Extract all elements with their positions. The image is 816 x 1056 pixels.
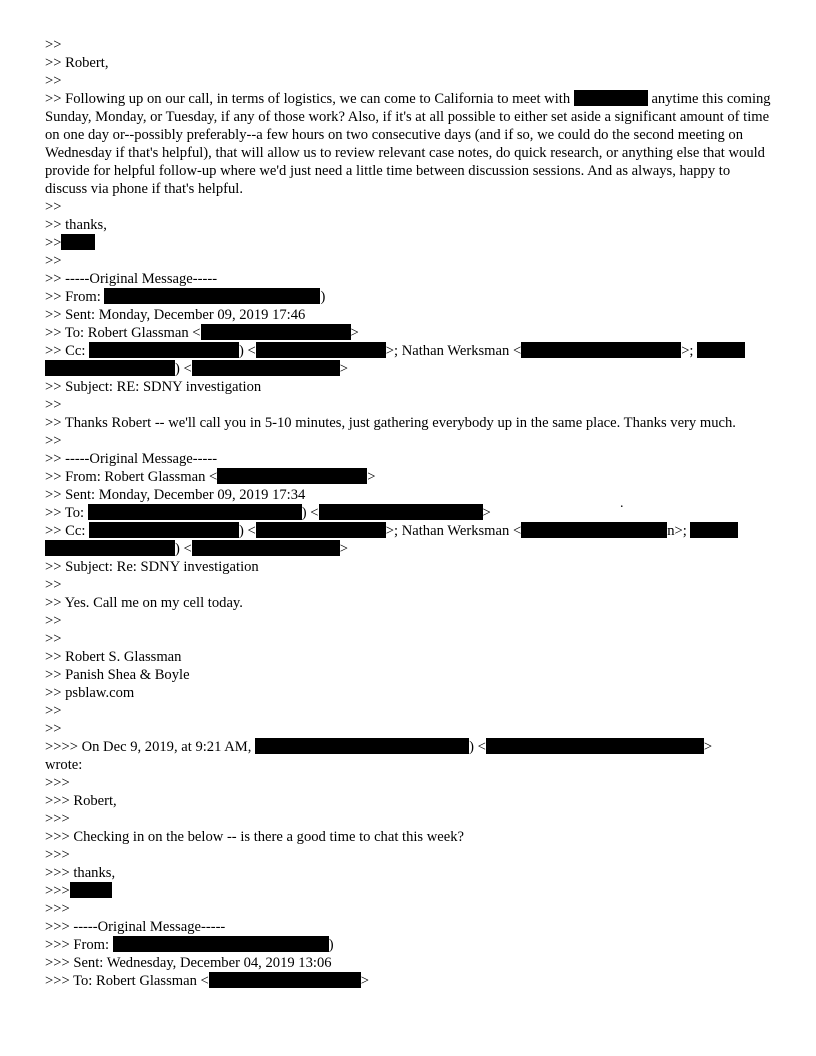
original-message-divider: >> -----Original Message----- (45, 271, 218, 287)
header-punct: ) < (239, 523, 256, 539)
redaction-block (192, 540, 340, 556)
paragraph-text-start: >> Following up on our call, in terms of logistics, we can come to California to meet with (45, 91, 571, 107)
redaction-block (521, 522, 667, 538)
signoff-line: >>> thanks, (45, 865, 116, 881)
quoted-line: >> (45, 199, 62, 215)
greeting-line: >>> Robert, (45, 793, 117, 809)
redaction-block (319, 504, 483, 520)
redaction-block (104, 288, 320, 304)
header-to (45, 504, 775, 522)
header-subject: >> Subject: Re: SDNY investigation (45, 559, 259, 575)
from-label: >> From: Robert Glassman < (45, 469, 218, 485)
original-message-divider: >>> -----Original Message----- (45, 919, 226, 935)
quoted-line: >>> (45, 847, 70, 863)
quoted-line: >>> (45, 775, 70, 791)
header-punct: ) (328, 937, 334, 953)
header-punct: > (482, 505, 491, 521)
paragraph-text-rest: anytime this coming Sunday, Monday, or Tuesday, if any of those work? Also, if it's at all possible to either set aside a significant amount of time on one day or--possibly preferably--a few hours on two consecutive days (and if so, we could do the second meeting on Wednesday if that's helpful), that will allow us to review relevant case notes, do quick research, or anything else that would provide for helpful follow-up where we'd just need a little time between discussion sessions. And as always, happy to discuss via phone if that's helpful. (45, 91, 771, 197)
redaction-block (88, 504, 302, 520)
redaction-block (89, 522, 239, 538)
body-paragraph: >> Thanks Robert -- we'll call you in 5-10 minutes, just gathering everybody up in the same place. Thanks very much. (45, 415, 736, 431)
redaction-block (256, 522, 386, 538)
quoted-line: >> (45, 703, 62, 719)
quoted-line: >> (45, 37, 62, 53)
header-from (45, 936, 775, 954)
redaction-block (256, 342, 386, 358)
body-line: >>> Checking in on the below -- is there a good time to chat this week? (45, 829, 465, 845)
header-from (45, 468, 775, 486)
redaction-block (697, 342, 745, 358)
quoted-line: >> (45, 253, 62, 269)
attribution-wrote: wrote: (45, 757, 83, 773)
redaction-block (201, 324, 351, 340)
body-paragraph (45, 90, 775, 198)
signature-website: >> psblaw.com (45, 685, 135, 701)
quoted-line: >> (45, 613, 62, 629)
greeting-line: >> Robert, (45, 55, 109, 71)
header-sent: >> Sent: Monday, December 09, 2019 17:46 (45, 307, 306, 323)
redaction-block (690, 522, 738, 538)
cc-label: >> Cc: (45, 523, 86, 539)
to-label: >> To: (45, 505, 85, 521)
header-punct: >; (681, 343, 694, 359)
header-punct: n>; (667, 523, 687, 539)
header-from (45, 288, 775, 306)
redaction-block (61, 234, 95, 250)
redaction-block (192, 360, 340, 376)
from-label: >>> From: (45, 937, 110, 953)
signoff-line: >> thanks, (45, 217, 107, 233)
signature-firm: >> Panish Shea & Boyle (45, 667, 190, 683)
header-punct: ) < (301, 505, 319, 521)
header-cc-continued (45, 360, 775, 378)
cc-label: >> Cc: (45, 343, 86, 359)
redaction-block (45, 360, 175, 376)
header-punct: ) < (239, 343, 256, 359)
header-sent: >> Sent: Monday, December 09, 2019 17:34 (45, 487, 306, 503)
header-to (45, 324, 775, 342)
header-punct: > (360, 973, 370, 989)
redaction-block (89, 342, 239, 358)
email-document (45, 36, 775, 990)
quote-attribution (45, 738, 775, 756)
header-cc (45, 522, 775, 540)
header-punct: > (339, 361, 348, 377)
header-punct: > (367, 469, 376, 485)
header-punct: ) < (175, 541, 192, 557)
header-sent: >>> Sent: Wednesday, December 04, 2019 13:06 (45, 955, 332, 971)
redaction-block (574, 90, 648, 106)
redaction-block (70, 882, 112, 898)
header-to (45, 972, 775, 990)
header-punct: >; Nathan Werksman < (385, 523, 522, 539)
signature-line (45, 234, 775, 252)
redaction-block (255, 738, 469, 754)
quoted-line: >>> (45, 811, 70, 827)
header-subject: >> Subject: RE: SDNY investigation (45, 379, 262, 395)
header-punct: >; Nathan Werksman < (385, 343, 522, 359)
to-label: >>> To: Robert Glassman < (45, 973, 209, 989)
to-label: >> To: Robert Glassman < (45, 325, 201, 341)
header-punct: ) (320, 289, 326, 305)
signature-name: >> Robert S. Glassman (45, 649, 182, 665)
quote-marker: >> (45, 235, 62, 251)
header-cc-continued (45, 540, 775, 558)
header-punct: > (350, 325, 359, 341)
header-cc (45, 342, 775, 360)
quoted-line: >> (45, 397, 62, 413)
header-punct: > (703, 739, 713, 755)
original-message-divider: >> -----Original Message----- (45, 451, 218, 467)
redaction-block (217, 468, 367, 484)
redaction-block (209, 972, 361, 988)
signature-line (45, 882, 775, 900)
quoted-line: >> (45, 577, 62, 593)
attribution-text: >>>> On Dec 9, 2019, at 9:21 AM, (45, 739, 252, 755)
header-punct: ) < (469, 739, 486, 755)
header-punct: > (339, 541, 348, 557)
quoted-line: >> (45, 433, 62, 449)
redaction-block (113, 936, 329, 952)
quoted-line: >> (45, 631, 62, 647)
header-punct: ) < (175, 361, 192, 377)
redaction-block (486, 738, 704, 754)
from-label: >> From: (45, 289, 101, 305)
body-line: >> Yes. Call me on my cell today. (45, 595, 243, 611)
quote-marker: >>> (45, 883, 70, 899)
quoted-line: >> (45, 73, 62, 89)
quoted-line: >>> (45, 901, 70, 917)
redaction-block (521, 342, 681, 358)
redaction-block (45, 540, 175, 556)
stray-dot: . (620, 496, 624, 511)
quoted-line: >> (45, 721, 62, 737)
